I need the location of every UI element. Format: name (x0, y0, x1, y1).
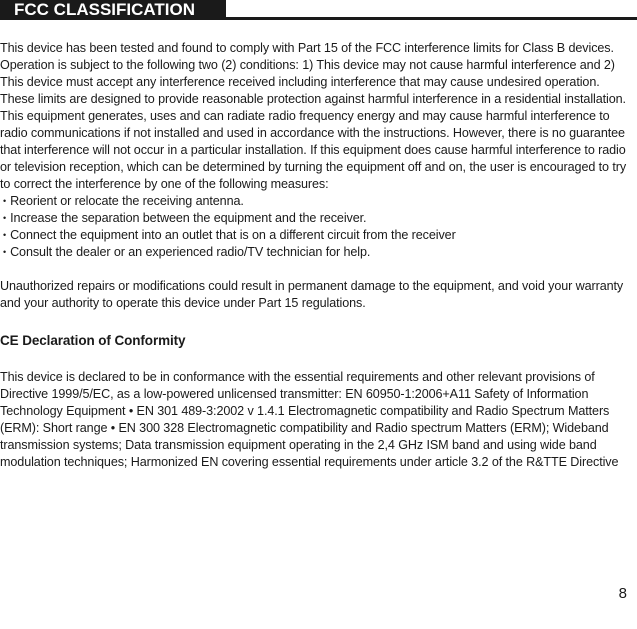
section-title: FCC CLASSIFICATION (0, 0, 226, 20)
measure-item: • Connect the equipment into an outlet that is on a different circuit from the receiver (0, 227, 634, 244)
measure-item: • Consult the dealer or an experienced radio/TV technician for help. (0, 244, 634, 261)
spacer (0, 312, 634, 332)
ce-heading: CE Declaration of Conformity (0, 333, 186, 348)
ce-paragraph: This device is declared to be in conformance with the essential requirements and other relevant provisions of Directive 1999/5/EC, as a low-powered unlicensed transmitter: EN 60950-1:2006+A11 Safety of Information Technology Equipment • EN 301 489-3:2002 v 1.4.1 Electromagnetic compatibility and Radio Spectrum Matters (ERM): Short range • EN 300 328 Electromagnetic compatibility and Radio spectrum Matters (ERM); Wideband transmission systems; Data transmission equipment operating in the 2,4 GHz ISM band and using wide band modulation techniques; Harmonized EN covering essential requirements under article 3.2 of the R&TTE Directive (0, 370, 619, 469)
fcc-warning-paragraph: Unauthorized repairs or modifications could result in permanent damage to the equipment, and void your warranty and your authority to operate this device under Part 15 regulations. (0, 279, 624, 310)
measure-item: • Reorient or relocate the receiving antenna. (0, 193, 634, 210)
page-number: 8 (618, 585, 627, 602)
header-rule (226, 17, 637, 20)
document-body (0, 40, 634, 471)
section-header (0, 0, 637, 20)
spacer (0, 261, 634, 278)
measure-item: • Increase the separation between the equipment and the receiver. (0, 210, 634, 227)
spacer (0, 349, 634, 369)
fcc-intro-paragraph: This device has been tested and found to comply with Part 15 of the FCC interference limits for Class B devices. Operation is subject to the following two (2) conditions: 1) This device may not cause harmful interference and 2) This device must accept any interference received including interference that may cause undesired operation. These limits are designed to provide reasonable protection against harmful interference in a residential installation. This equipment generates, uses and can radiate radio frequency energy and may cause harmful interference to radio communications if not installed and used in accordance with the instructions. However, there is no guarantee that interference will not occur in a particular installation. If this equipment does cause harmful interference to radio or television reception, which can be determined by turning the equipment off and on, the user is encouraged to try to correct the interference by one of the following measures: (0, 41, 627, 191)
measures-list (0, 193, 634, 261)
